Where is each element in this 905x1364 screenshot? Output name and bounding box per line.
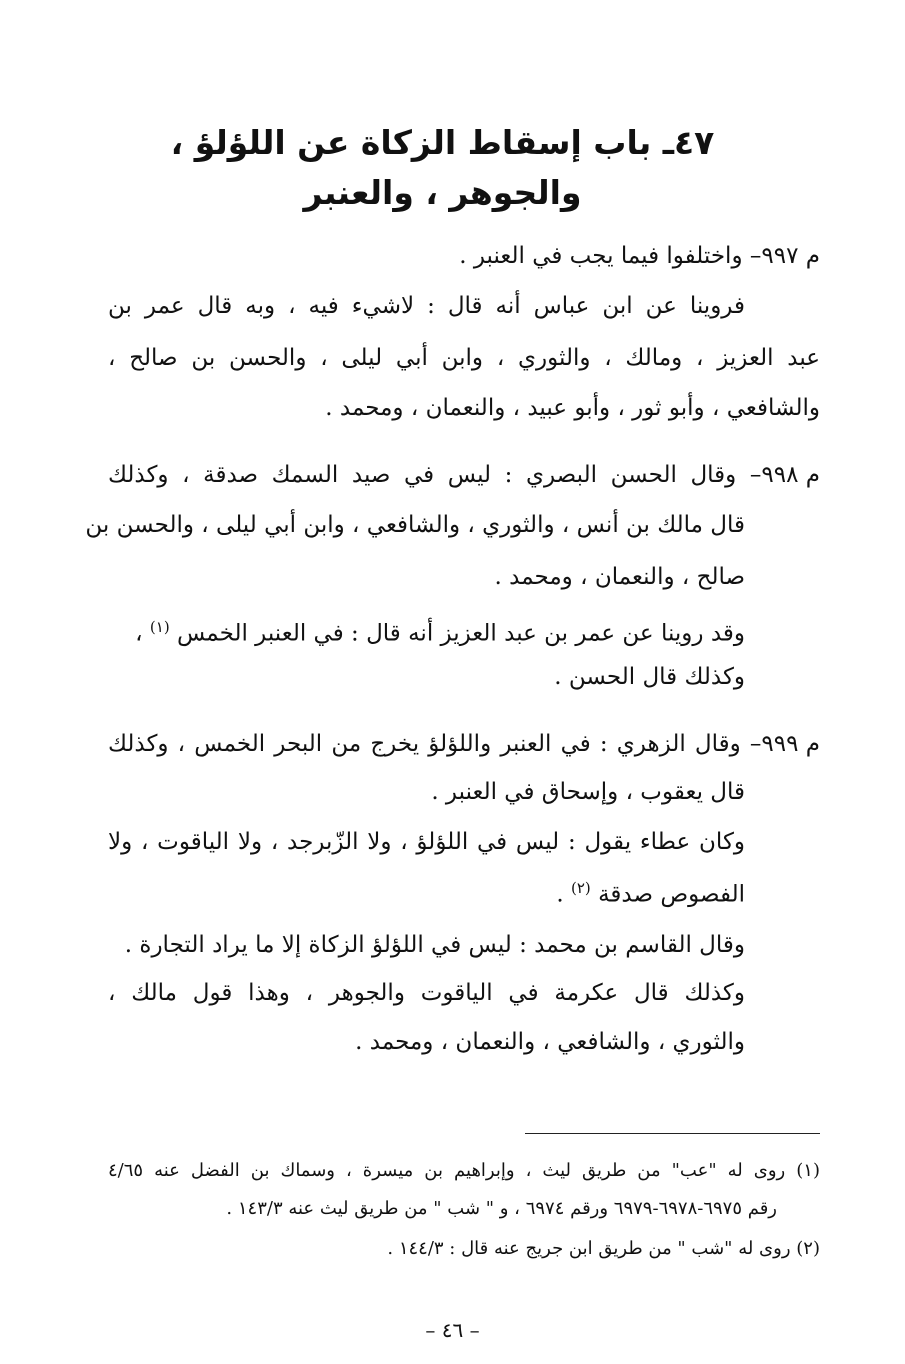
entry-998-line-5: وكذلك قال الحسن . [554, 664, 745, 690]
entry-997-line-1 [108, 236, 820, 276]
entry-999-text-4: الفصوص صدقة [598, 881, 745, 908]
footnote-divider [525, 1133, 820, 1134]
entry-998-text-4: وقد روينا عن عمر بن عبد العزيز أنه قال : في العنبر الخمس [176, 620, 745, 647]
entry-998-line-2: قال مالك بن أنس ، والثوري ، والشافعي ، وابن أبي ليلى ، والحسن بن [85, 512, 745, 538]
footnote-1-line-1 [108, 1154, 820, 1188]
entry-999-line-1 [108, 724, 820, 764]
entry-999-line-5: وقال القاسم بن محمد : ليس في اللؤلؤ الزكاة إلا ما يراد التجارة . [124, 932, 745, 958]
entry-999-text: وقال الزهري : في العنبر واللؤلؤ يخرج من البحر الخمس ، وكذلك [108, 731, 741, 757]
footnote-1-line-2: رقم ٦٩٧٥-٦٩٧٨-٦٩٧٩ ورقم ٦٩٧٤ ، و " شب " من طريق ليث عنه ١٤٣/٣ . [226, 1198, 777, 1219]
entry-997-line-3: عبد العزيز ، ومالك ، والثوري ، وابن أبي ليلى ، والحسن بن صالح ، [108, 345, 820, 371]
footnote-ref-2[interactable]: (٢) [571, 879, 591, 897]
entry-999-line-6: وكذلك قال عكرمة في الياقوت والجوهر ، وهذا قول مالك ، [108, 980, 745, 1006]
footnote-ref-1[interactable]: (١) [149, 618, 170, 636]
entry-998-text: وقال الحسن البصري : ليس في صيد السمك صدقة ، وكذلك [108, 462, 737, 488]
footnote-2-text: روى له "شب " من طريق ابن جريج عنه قال : ١٤٤/٣ . [387, 1238, 791, 1259]
entry-998-line-3: صالح ، والنعمان ، ومحمد . [494, 564, 745, 590]
entry-998-line-4 [108, 607, 745, 654]
entry-998-number: م ٩٩٨– [749, 462, 820, 488]
entry-999-line-2: قال يعقوب ، وإسحاق في العنبر . [431, 779, 745, 805]
period: . [556, 881, 564, 908]
page-number: – ٤٦ – [425, 1318, 480, 1342]
entry-997-number: م ٩٩٧– [749, 243, 820, 269]
entry-999-line-3: وكان عطاء يقول : ليس في اللؤلؤ ، ولا الزّبرجد ، ولا الياقوت ، ولا [108, 829, 745, 855]
chapter-title: ٤٧ـ باب إسقاط الزكاة عن اللؤلؤ ، والجوهر ، والعنبر [170, 123, 715, 212]
entry-998-line-1 [108, 455, 820, 495]
entry-997-line-2: فروينا عن ابن عباس أنه قال : لاشيء فيه ، وبه قال عمر بن [108, 293, 745, 319]
entry-999-number: م ٩٩٩– [749, 731, 820, 757]
footnote-1-text: روى له "عب" من طريق ليث ، وإبراهيم بن ميسرة ، وسماك بن الفضل عنه ٤/٦٥ [108, 1160, 786, 1181]
footnote-1-marker: (١) [796, 1160, 820, 1181]
footnote-2-line-1 [108, 1232, 820, 1266]
entry-999-line-7: والثوري ، والشافعي ، والنعمان ، ومحمد . [355, 1029, 745, 1055]
entry-997-text: واختلفوا فيما يجب في العنبر . [459, 243, 743, 269]
footnote-2-marker: (٢) [796, 1238, 820, 1259]
entry-999-line-4 [108, 868, 745, 915]
comma: ، [135, 620, 143, 647]
entry-997-line-4: والشافعي ، وأبو ثور ، وأبو عبيد ، والنعمان ، ومحمد . [325, 395, 820, 421]
